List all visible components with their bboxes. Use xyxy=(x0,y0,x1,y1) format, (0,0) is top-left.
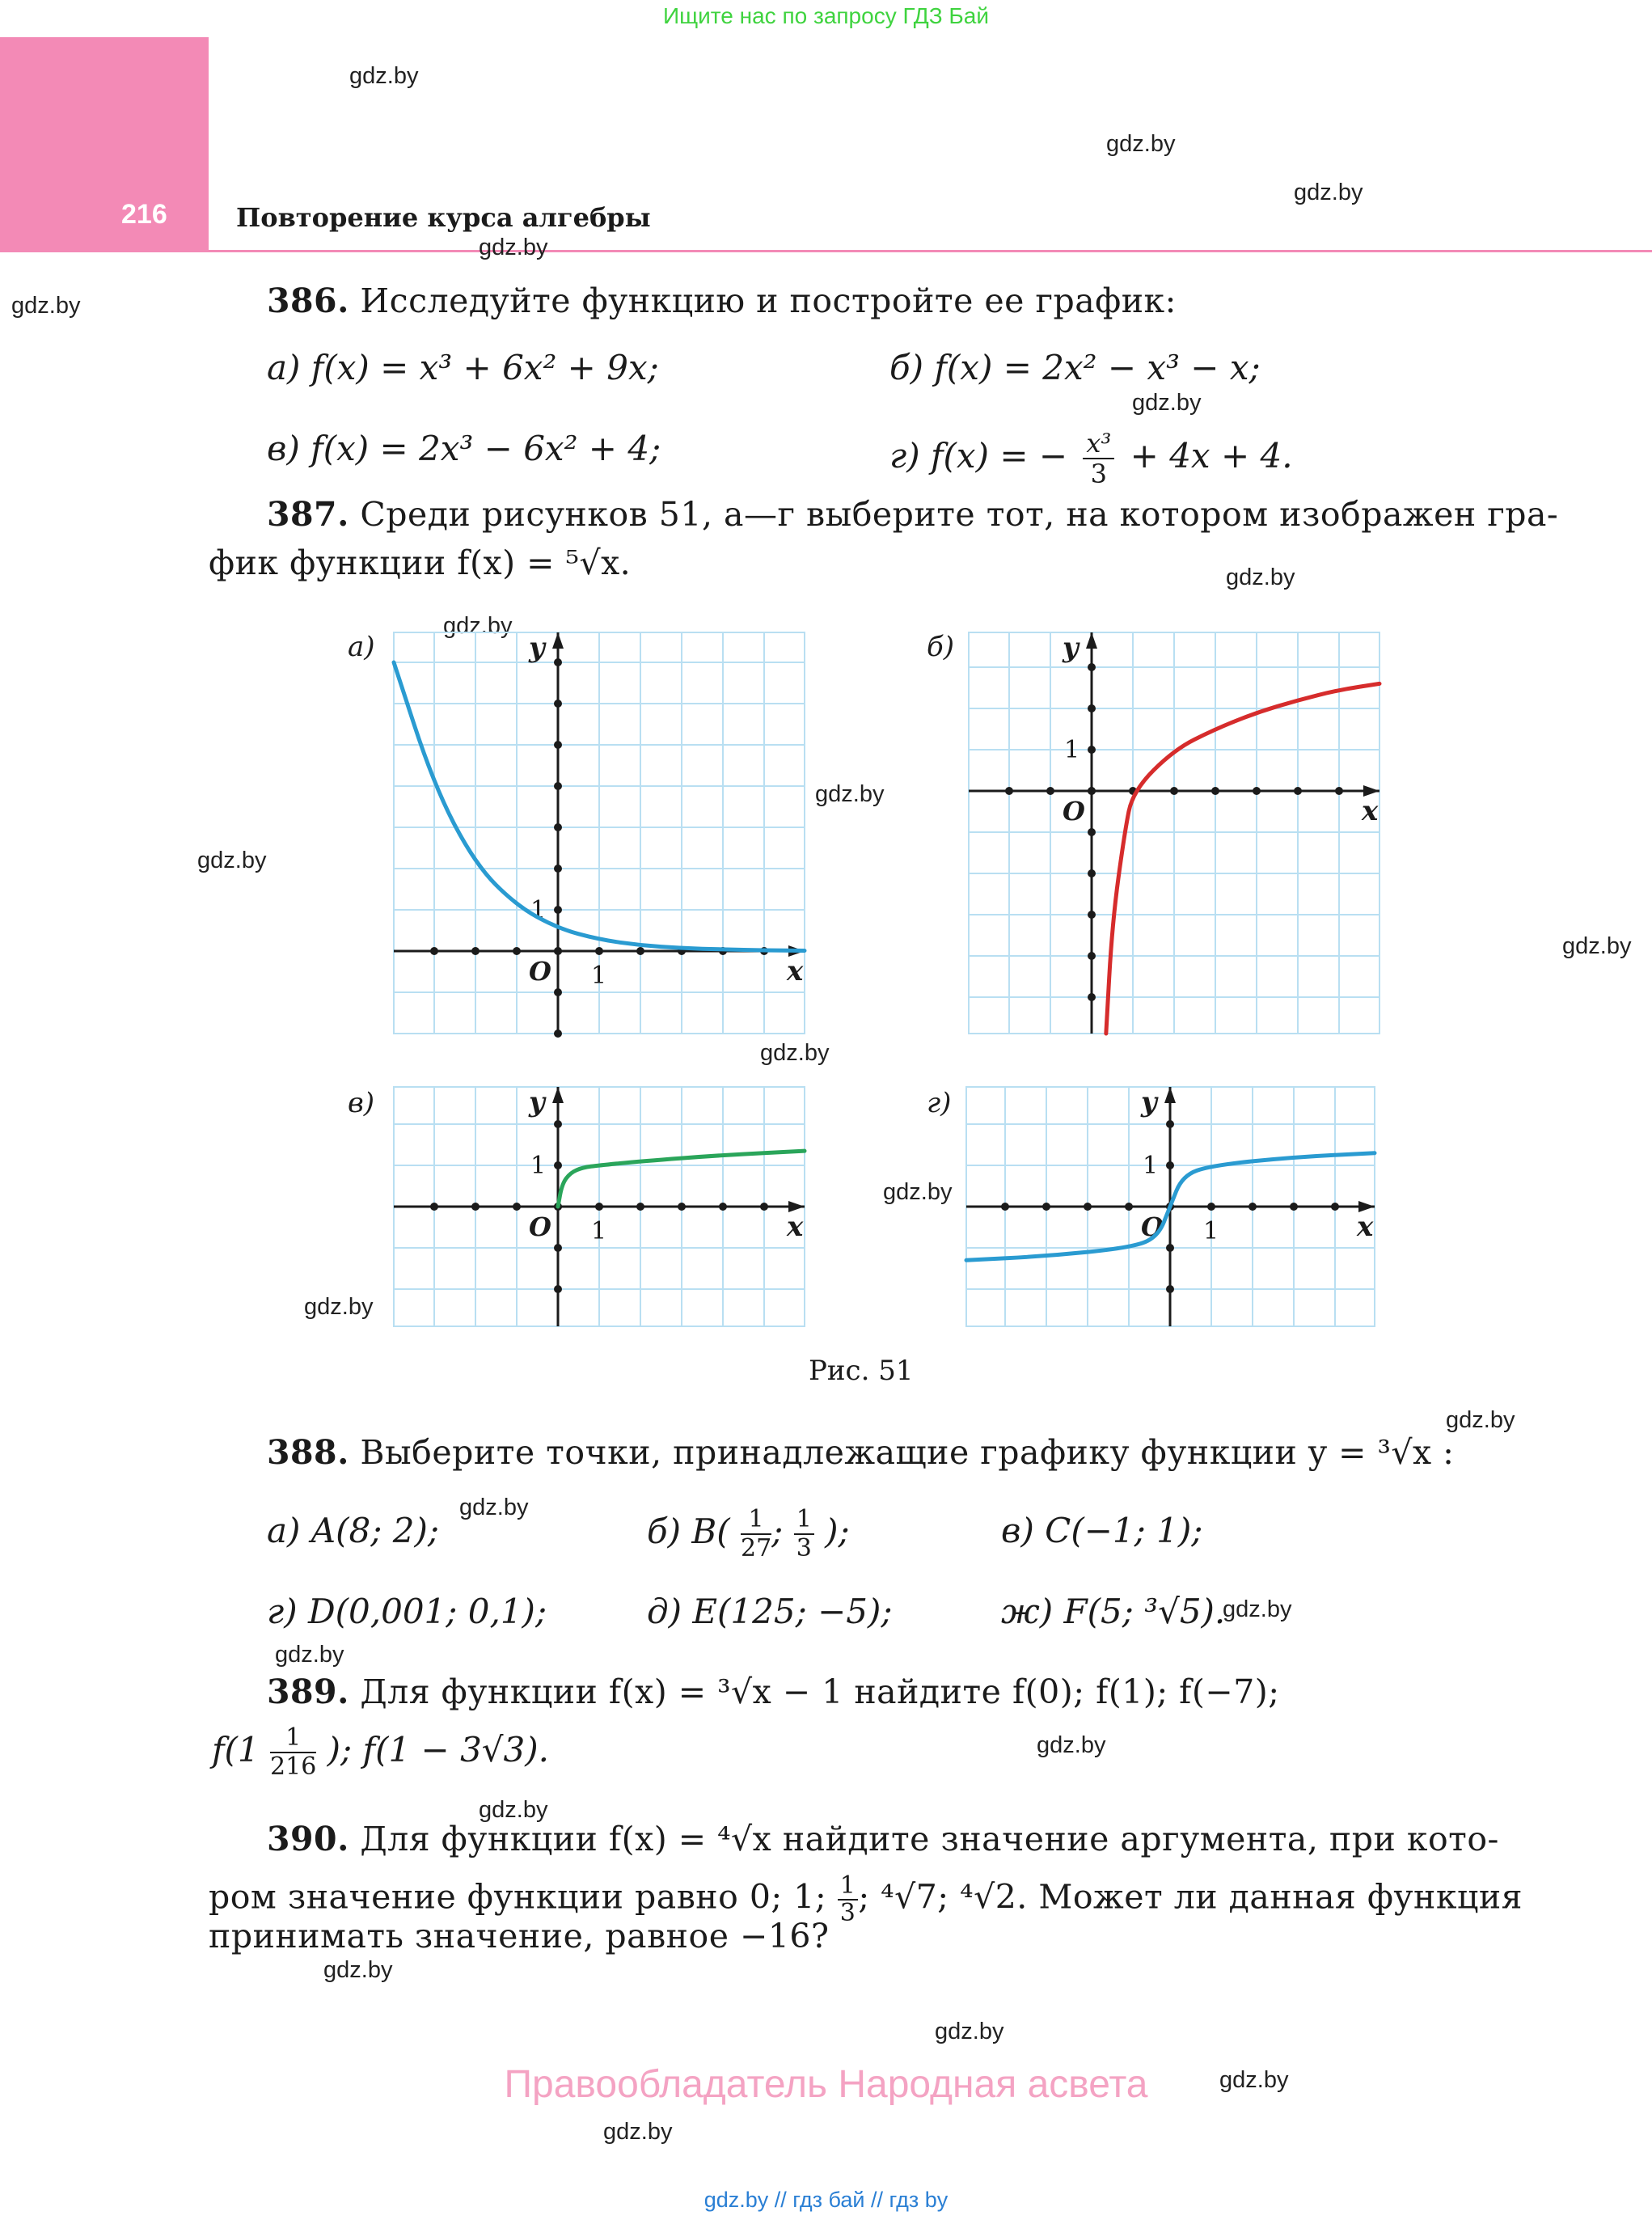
origin-label: O xyxy=(529,956,551,987)
problem-389-line2 xyxy=(212,1724,549,1781)
watermark: gdz.by xyxy=(459,1495,529,1520)
watermark: gdz.by xyxy=(1106,131,1176,157)
problem-390-line1 xyxy=(267,1820,1499,1858)
watermark: gdz.by xyxy=(760,1040,830,1066)
x-tick-dot xyxy=(1335,787,1343,795)
watermark: gdz.by xyxy=(1446,1407,1515,1433)
y-tick-dot xyxy=(1088,993,1096,1001)
y-tick-dot xyxy=(1088,746,1096,754)
y-tick-dot xyxy=(1166,1161,1174,1169)
fraction-denominator: 3 xyxy=(796,1534,812,1562)
problem-386-b: б) f(x) = 2x² − x³ − x; xyxy=(889,348,1261,387)
problem-388-v: в) C(−1; 1); xyxy=(1001,1511,1203,1550)
y-tick-dot xyxy=(1166,1120,1174,1128)
watermark: gdz.by xyxy=(11,293,81,319)
watermark: gdz.by xyxy=(1226,564,1295,590)
text-suffix: ; ⁴√7; ⁴√2. Может ли данная функция xyxy=(858,1877,1523,1917)
watermark: gdz.by xyxy=(479,235,548,260)
watermark: gdz.by xyxy=(935,2019,1004,2044)
watermark: gdz.by xyxy=(603,2119,673,2145)
x-unit-label: 1 xyxy=(591,1217,607,1245)
y-axis-arrow xyxy=(1086,632,1097,649)
x-tick-dot xyxy=(678,1203,686,1211)
y-tick-dot xyxy=(554,865,562,873)
y-tick-dot xyxy=(1088,911,1096,919)
footer-links[interactable]: gdz.by // гдз бай // гдз by xyxy=(703,2188,949,2212)
x-tick-dot xyxy=(1294,787,1302,795)
problem-388-heading xyxy=(267,1433,1454,1472)
fraction xyxy=(741,1506,771,1562)
problem-386-a: а) f(x) = x³ + 6x² + 9x; xyxy=(267,348,659,387)
fraction-denominator: 3 xyxy=(1090,459,1108,489)
y-tick-dot xyxy=(554,1030,562,1038)
problem-388-b: б) B( $\frac{1}{27}$ ; $\frac{1}{3}$ ); xyxy=(647,1505,850,1562)
problem-text: Среди рисунков 51, а—г выберите тот, на котором изображен гра- xyxy=(360,495,1559,534)
fraction-denominator: 3 xyxy=(839,1899,856,1927)
problem-text: Выберите точки, принадлежащие графику функции y = ³√x : xyxy=(360,1433,1455,1472)
problem-388-a: а) A(8; 2); xyxy=(267,1511,439,1550)
x-tick-dot xyxy=(636,1203,644,1211)
y-tick-dot xyxy=(554,658,562,666)
y-tick-dot xyxy=(554,1120,562,1128)
x-tick-dot xyxy=(595,1203,603,1211)
problem-text: Для функции f(x) = ⁴√x найдите значение аргумента, при кото- xyxy=(360,1820,1499,1858)
y-tick-dot xyxy=(554,1161,562,1169)
x-tick-dot xyxy=(1249,1203,1257,1211)
y-axis-label: y xyxy=(1141,1086,1157,1118)
y-unit-label: 1 xyxy=(1143,1152,1159,1180)
watermark: gdz.by xyxy=(349,63,419,89)
x-tick-dot xyxy=(595,947,603,955)
fraction xyxy=(838,1873,859,1926)
fraction-numerator: x³ xyxy=(1083,429,1114,459)
y-axis-arrow xyxy=(552,632,564,649)
panel-label-b: б) xyxy=(927,631,955,663)
watermark: gdz.by xyxy=(304,1294,374,1320)
panel-label-a: а) xyxy=(348,631,375,663)
y-tick-dot xyxy=(554,988,562,996)
problem-388-zh: ж) F(5; ³√5). xyxy=(1001,1592,1226,1631)
x-tick-dot xyxy=(760,1203,768,1211)
fraction-numerator: 1 xyxy=(741,1506,771,1535)
copyright-owner: Правообладатель Народная асвета xyxy=(504,2063,1148,2106)
y-tick-dot xyxy=(554,947,562,955)
y-unit-label: 1 xyxy=(530,896,547,924)
x-tick-dot xyxy=(513,947,521,955)
x-axis-label: x xyxy=(787,955,804,987)
problem-number: 388. xyxy=(267,1433,349,1472)
fraction-numerator: 1 xyxy=(838,1873,859,1901)
x-tick-dot xyxy=(636,947,644,955)
problem-number: 389. xyxy=(267,1672,349,1711)
watermark: gdz.by xyxy=(275,1642,344,1668)
watermark: gdz.by xyxy=(1132,390,1202,416)
y-axis-arrow xyxy=(1164,1087,1176,1103)
problem-386-v: в) f(x) = 2x³ − 6x² + 4; xyxy=(267,429,661,468)
x-tick-dot xyxy=(471,1203,480,1211)
watermark: gdz.by xyxy=(883,1179,953,1205)
page-number: 216 xyxy=(121,199,167,230)
watermark: gdz.by xyxy=(815,781,885,807)
y-tick-dot xyxy=(554,741,562,749)
formula-suffix: ); f(1 − 3√3). xyxy=(327,1730,550,1769)
x-tick-dot xyxy=(1207,1203,1215,1211)
text-prefix: ром значение функции равно 0; 1; xyxy=(209,1877,827,1917)
watermark: gdz.by xyxy=(479,1797,548,1823)
origin-label: O xyxy=(529,1211,551,1242)
x-tick-dot xyxy=(1211,787,1219,795)
origin-label: O xyxy=(1141,1211,1164,1242)
x-tick-dot xyxy=(1290,1203,1298,1211)
y-axis-arrow xyxy=(552,1087,564,1103)
problem-389-line1 xyxy=(267,1672,1280,1711)
x-unit-label: 1 xyxy=(591,962,607,990)
y-tick-dot xyxy=(554,700,562,708)
watermark: gdz.by xyxy=(197,848,267,873)
watermark: gdz.by xyxy=(1294,180,1363,205)
x-axis-label: x xyxy=(1357,1211,1374,1243)
watermark: gdz.by xyxy=(1219,2067,1289,2093)
x-tick-dot xyxy=(430,947,438,955)
fraction-denominator: 27 xyxy=(740,1534,772,1562)
y-axis-label: y xyxy=(529,632,545,664)
x-tick-dot xyxy=(1046,787,1054,795)
panel-label-g: г) xyxy=(927,1087,952,1119)
x-tick-dot xyxy=(719,1203,727,1211)
x-tick-dot xyxy=(1125,1203,1133,1211)
y-tick-dot xyxy=(1088,869,1096,877)
y-unit-label: 1 xyxy=(1064,736,1080,764)
fraction xyxy=(270,1724,316,1781)
y-axis-label: y xyxy=(529,1086,545,1118)
x-tick-dot xyxy=(471,947,480,955)
y-tick-dot xyxy=(1166,1285,1174,1293)
watermark: gdz.by xyxy=(443,613,513,639)
formula-prefix: f(1 xyxy=(212,1730,260,1769)
x-axis-label: x xyxy=(787,1211,804,1243)
formula-suffix: ); xyxy=(825,1512,850,1551)
problem-number: 390. xyxy=(267,1820,349,1858)
formula-suffix: + 4x + 4. xyxy=(1130,436,1293,476)
x-tick-dot xyxy=(430,1203,438,1211)
fraction xyxy=(794,1506,814,1562)
panel-label-v: в) xyxy=(348,1087,375,1119)
origin-label: O xyxy=(1063,796,1085,827)
problem-388-d: д) E(125; −5); xyxy=(647,1592,893,1631)
x-tick-dot xyxy=(1084,1203,1092,1211)
formula-prefix: г) f(x) = − xyxy=(889,436,1068,476)
x-tick-dot xyxy=(1005,787,1013,795)
problem-390-line3: принимать значение, равное −16? xyxy=(209,1917,830,1956)
watermark: gdz.by xyxy=(1223,1596,1292,1622)
problem-number: 387. xyxy=(267,495,349,534)
watermark: gdz.by xyxy=(323,1957,393,1983)
problem-text: Исследуйте функцию и постройте ее график: xyxy=(360,281,1177,320)
y-tick-dot xyxy=(1088,787,1096,795)
x-tick-dot xyxy=(1001,1203,1009,1211)
y-tick-dot xyxy=(1166,1244,1174,1252)
watermark: gdz.by xyxy=(1562,933,1632,959)
fraction-numerator: 1 xyxy=(270,1724,316,1753)
x-tick-dot xyxy=(1042,1203,1050,1211)
figure-caption: Рис. 51 xyxy=(809,1355,914,1387)
x-tick-dot xyxy=(513,1203,521,1211)
y-tick-dot xyxy=(554,782,562,790)
x-axis-label: x xyxy=(1362,795,1379,827)
formula-prefix: б) B( xyxy=(647,1512,730,1551)
y-axis-label: y xyxy=(1063,632,1079,664)
watermark: gdz.by xyxy=(1037,1732,1106,1758)
problem-387-line2: фик функции f(x) = ⁵√x. xyxy=(209,543,632,582)
y-tick-dot xyxy=(1088,828,1096,836)
fraction-numerator: 1 xyxy=(794,1506,814,1535)
y-tick-dot xyxy=(1088,704,1096,712)
x-tick-dot xyxy=(1170,787,1178,795)
y-tick-dot xyxy=(554,1244,562,1252)
x-unit-label: 1 xyxy=(1203,1217,1219,1245)
problem-388-g: г) D(0,001; 0,1); xyxy=(267,1592,547,1631)
y-tick-dot xyxy=(1088,663,1096,671)
y-tick-dot xyxy=(1088,952,1096,960)
fraction-denominator: 216 xyxy=(270,1753,317,1781)
y-tick-dot xyxy=(554,1285,562,1293)
x-tick-dot xyxy=(1253,787,1261,795)
top-note[interactable]: Ищите нас по запросу ГДЗ Бай xyxy=(662,3,990,28)
section-title: Повторение курса алгебры xyxy=(236,202,651,233)
problem-text: Для функции f(x) = ³√x − 1 найдите f(0); f(1); f(−7); xyxy=(360,1672,1280,1711)
y-unit-label: 1 xyxy=(530,1152,547,1180)
problem-number: 386. xyxy=(267,281,349,320)
y-tick-dot xyxy=(554,823,562,831)
y-tick-dot xyxy=(554,906,562,914)
x-tick-dot xyxy=(1331,1203,1339,1211)
